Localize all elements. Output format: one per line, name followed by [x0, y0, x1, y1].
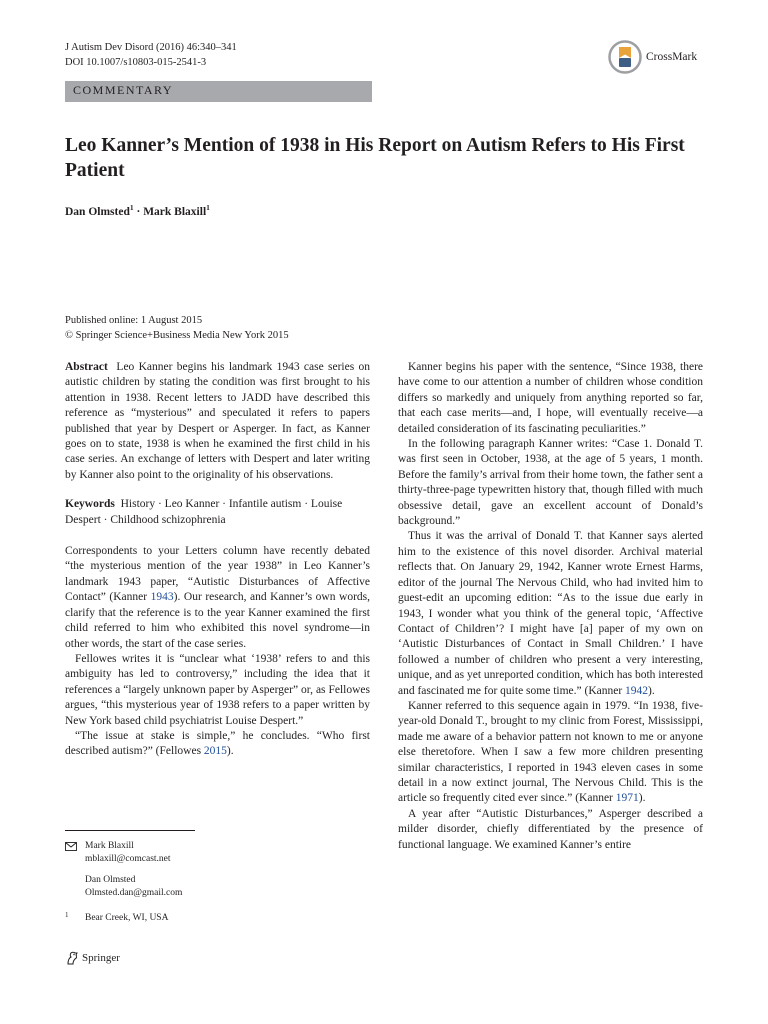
right-column — [398, 360, 703, 853]
body-paragraph: Thus it was the arrival of Donald T. that Kanner says alerted him to the existence of this novel disorder. Archival material reflects that. On January 29, 1942, Kanner wrote Ernest Harms, editor of the journal The Nervous Child, who had invited him to guest-edit an upcoming edition: “As to the issue due early in 1943, I wonder what you think of the general topic, ‘Affective Contact of Children’? I might have [a] paper of my own on ‘Autistic Disturbances of Contact in Small Children.’ I have followed a number of children who present a very interesting, unique, and as yet unreported condition, which has both interested and fascinated me for quite some time.” (Kanner 1942). — [398, 530, 703, 697]
body-paragraph: A year after “Autistic Disturbances,” Asperger described a milder disorder, chiefly differentiated by the presence of functional language. We examined Kanner’s entire — [398, 807, 703, 851]
crossmark-icon — [608, 40, 642, 74]
footnote-divider — [65, 830, 195, 831]
contact-name: Mark Blaxill — [85, 841, 134, 851]
contact-block — [65, 840, 370, 900]
keywords — [65, 497, 370, 528]
keywords-text: History · Leo Kanner · Infantile autism · Louise Despert · Childhood schizophrenia — [65, 498, 343, 526]
body-paragraph: In the following paragraph Kanner writes: “Case 1. Donald T. was first seen in October, 1938, at the age of 5 years, 1 month. Before the family’s arrival from their home town, the father sent a thirty-three-page typewritten history that, though filled with much obsessive detail, gave an excellent account of Donald’s background.” — [398, 438, 703, 528]
body-paragraph: “The issue at stake is simple,” he concludes. “Who first described autism?” (Fellowes 2015). — [65, 729, 370, 758]
body-paragraph: Correspondents to your Letters column have recently debated “the mysterious mention of the year 1938” in Leo Kanner’s landmark 1943 paper, “Autistic Disturbances of Affective Contact” (Kanner 1943). Our research, and Kanner’s own words, clarify that the reference is to the year Kanner examined the first child referred to him who exhibited this novel syndrome—in other words, the start of the case series. — [65, 545, 370, 650]
author-affiliation-marker: 1 — [206, 203, 210, 212]
crossmark-badge[interactable] — [608, 40, 697, 74]
footnotes — [65, 840, 370, 925]
citation-link[interactable]: 2015 — [203, 745, 227, 758]
article-title: Leo Kanner’s Mention of 1938 in His Report on Autism Refers to His First Patient — [65, 135, 685, 181]
springer-horse-icon — [65, 951, 79, 965]
body-paragraph: Kanner referred to this sequence again in 1979. “In 1938, five-year-old Donald T., brought to my clinic from Forest, Mississippi, made me aware of a behavior pattern not known to me or anyone else theretofore. When I saw a few more children presenting similar characteristics, I reported in 1943 eleven cases in some detail in a now extinct journal, The Nervous Child. This is the article so frequently cited ever since.” (Kanner 1971). — [398, 699, 703, 805]
section-label-bar — [65, 81, 372, 102]
author-list — [65, 203, 210, 218]
publisher-logo — [65, 951, 120, 965]
doi[interactable]: DOI 10.1007/s10803-015-2541-3 — [65, 57, 207, 68]
journal-citation: J Autism Dev Disord (2016) 46:340–341 — [65, 42, 237, 53]
published-date: Published online: 1 August 2015 — [65, 315, 203, 326]
body-paragraph: Fellowes writes it is “unclear what ‘1938’ refers to and this ambiguity has led to controversy,” including the idea that it references a “largely unknown paper by Asperger” or, as Fellowes argues, “this mysterious year of 1938 refers to a paper written by New York based child psychiatrist Louise Despert.” — [65, 652, 370, 727]
citation-link[interactable]: 1943 — [150, 591, 174, 604]
journal-meta — [65, 40, 237, 70]
contact-email[interactable]: mblaxill@comcast.net — [85, 854, 171, 864]
author-separator: · — [133, 205, 144, 218]
copyright-line: © Springer Science+Business Media New York 2015 — [65, 329, 289, 341]
left-column — [65, 360, 370, 760]
citation-link[interactable]: 1942 — [625, 684, 649, 697]
abstract-text: Leo Kanner begins his landmark 1943 case series on autistic children by stating the condition was first brought to his attention in 1938. Recent letters to JADD have described this reference as “mysterious” and speculated it refers to papers published that year by Despert or Asperger. In fact, as Kanner goes on to state, 1938 is when he examined the first child in his case series. An exchange of letters with Despert and later writing by Kanner also point to the originality of his observations. — [65, 361, 370, 481]
affiliation-text: Bear Creek, WI, USA — [85, 913, 169, 923]
affiliation — [65, 909, 370, 925]
keywords-heading: Keywords — [65, 498, 115, 511]
author-affiliation-marker: 1 — [129, 203, 134, 212]
publication-info — [65, 314, 289, 343]
citation-link[interactable]: 1971 — [615, 792, 639, 805]
author-name[interactable]: Mark Blaxill — [143, 205, 207, 218]
crossmark-label: CrossMark — [646, 51, 698, 63]
body-paragraph: Kanner begins his paper with the sentence, “Since 1938, there have come to our attention a number of children whose condition differs so markedly and uniquely from anything reported so far, that each case merits—and, I hope, will eventually receive—a detailed consideration of its fascinating peculiarities.” — [398, 361, 703, 435]
author-name[interactable]: Dan Olmsted — [65, 205, 130, 218]
section-label: COMMENTARY — [73, 83, 174, 97]
contact-email[interactable]: Olmsted.dan@gmail.com — [85, 888, 183, 898]
contact-name: Dan Olmsted — [85, 875, 136, 885]
envelope-icon — [65, 842, 77, 851]
abstract-heading: Abstract — [65, 361, 108, 373]
abstract — [65, 360, 370, 483]
affiliation-marker: 1 — [65, 911, 69, 919]
publisher-name: Springer — [82, 952, 120, 964]
